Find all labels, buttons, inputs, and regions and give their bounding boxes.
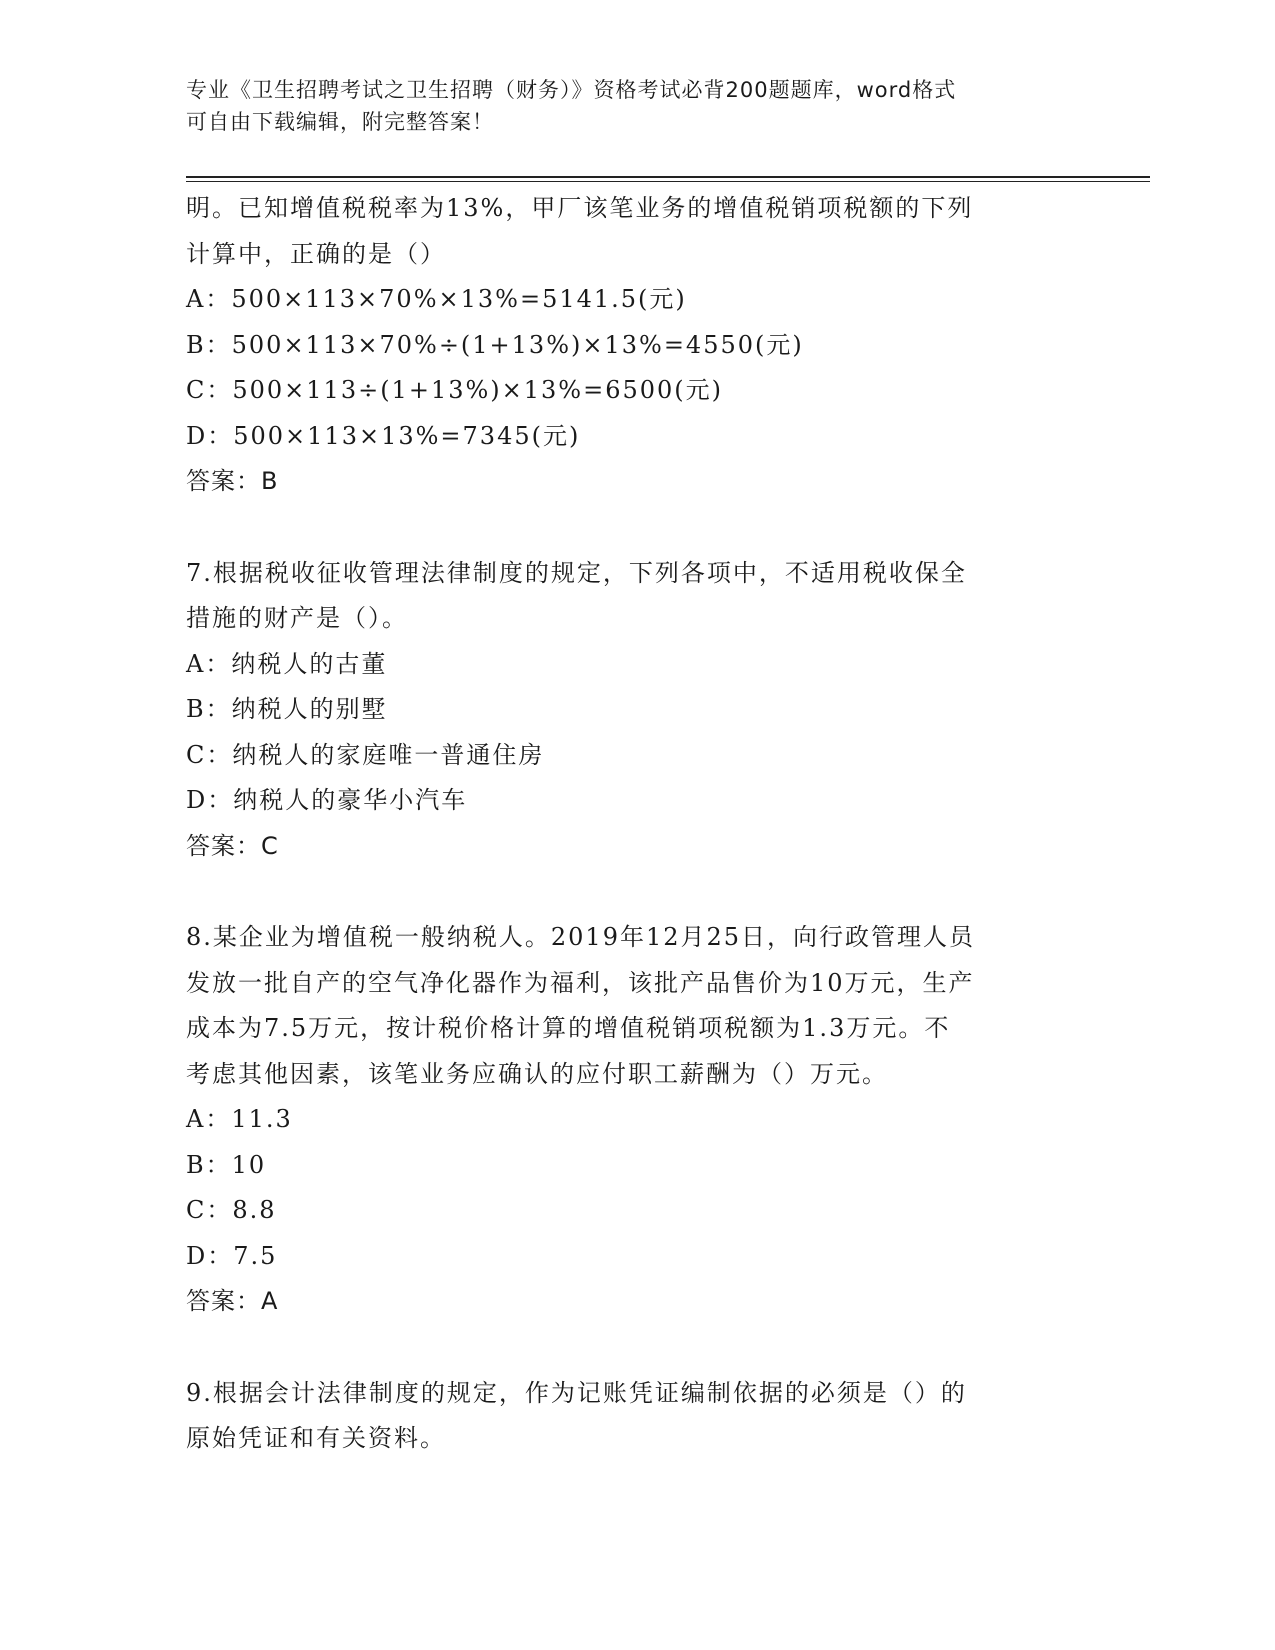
option-c: C：8.8 — [186, 1196, 277, 1224]
spacer — [186, 1325, 1066, 1371]
question-stem: 成本为7.5万元，按计税价格计算的增值税销项税额为1.3万元。不 — [186, 1014, 951, 1042]
option-c: C：纳税人的家庭唯一普通住房 — [186, 740, 545, 769]
spacer — [186, 869, 1066, 915]
option-d: D：纳税人的豪华小汽车 — [186, 786, 468, 814]
option-c: C：500×113÷(1+13%)×13%=6500(元) — [186, 376, 724, 404]
question-stem: 原始凭证和有关资料。 — [186, 1424, 446, 1452]
question-stem: 7.根据税收征收管理法律制度的规定，下列各项中，不适用税收保全 — [186, 558, 967, 587]
answer-line: 答案：C — [186, 831, 279, 860]
option-b: B：纳税人的别墅 — [186, 695, 388, 723]
question-8 — [186, 915, 1066, 1325]
option-d: D：500×113×13%=7345(元) — [186, 421, 581, 450]
option-a: A：500×113×70%×13%=5141.5(元) — [186, 285, 687, 313]
answer-line: 答案：B — [186, 467, 279, 495]
answer-line: 答案：A — [186, 1287, 279, 1315]
question-stem: 措施的财产是（）。 — [186, 604, 408, 632]
option-a: A：纳税人的古董 — [186, 649, 388, 678]
document-header — [186, 74, 1066, 138]
question-6 — [186, 186, 1066, 505]
document-body — [186, 186, 1066, 1462]
question-stem: 发放一批自产的空气净化器作为福利，该批产品售价为10万元，生产 — [186, 968, 975, 997]
question-stem: 8.某企业为增值税一般纳税人。2019年12月25日，向行政管理人员 — [186, 923, 976, 951]
header-divider — [186, 176, 1150, 182]
option-d: D：7.5 — [186, 1241, 278, 1270]
header-line-1: 专业《卫生招聘考试之卫生招聘（财务）》资格考试必背200题题库，word格式 — [186, 78, 957, 102]
option-b: B：10 — [186, 1150, 267, 1179]
question-stem: 计算中，正确的是（） — [186, 239, 446, 268]
question-stem: 考虑其他因素，该笔业务应确认的应付职工薪酬为（）万元。 — [186, 1059, 888, 1088]
option-a: A：11.3 — [186, 1105, 293, 1133]
spacer — [186, 505, 1066, 551]
question-9 — [186, 1371, 1066, 1462]
question-7 — [186, 551, 1066, 870]
option-b: B：500×113×70%÷(1+13%)×13%=4550(元) — [186, 330, 804, 359]
question-stem: 明。已知增值税税率为13%，甲厂该笔业务的增值税销项税额的下列 — [186, 194, 974, 222]
header-line-2: 可自由下载编辑，附完整答案！ — [186, 110, 494, 134]
question-stem: 9.根据会计法律制度的规定，作为记账凭证编制依据的必须是（）的 — [186, 1378, 967, 1407]
